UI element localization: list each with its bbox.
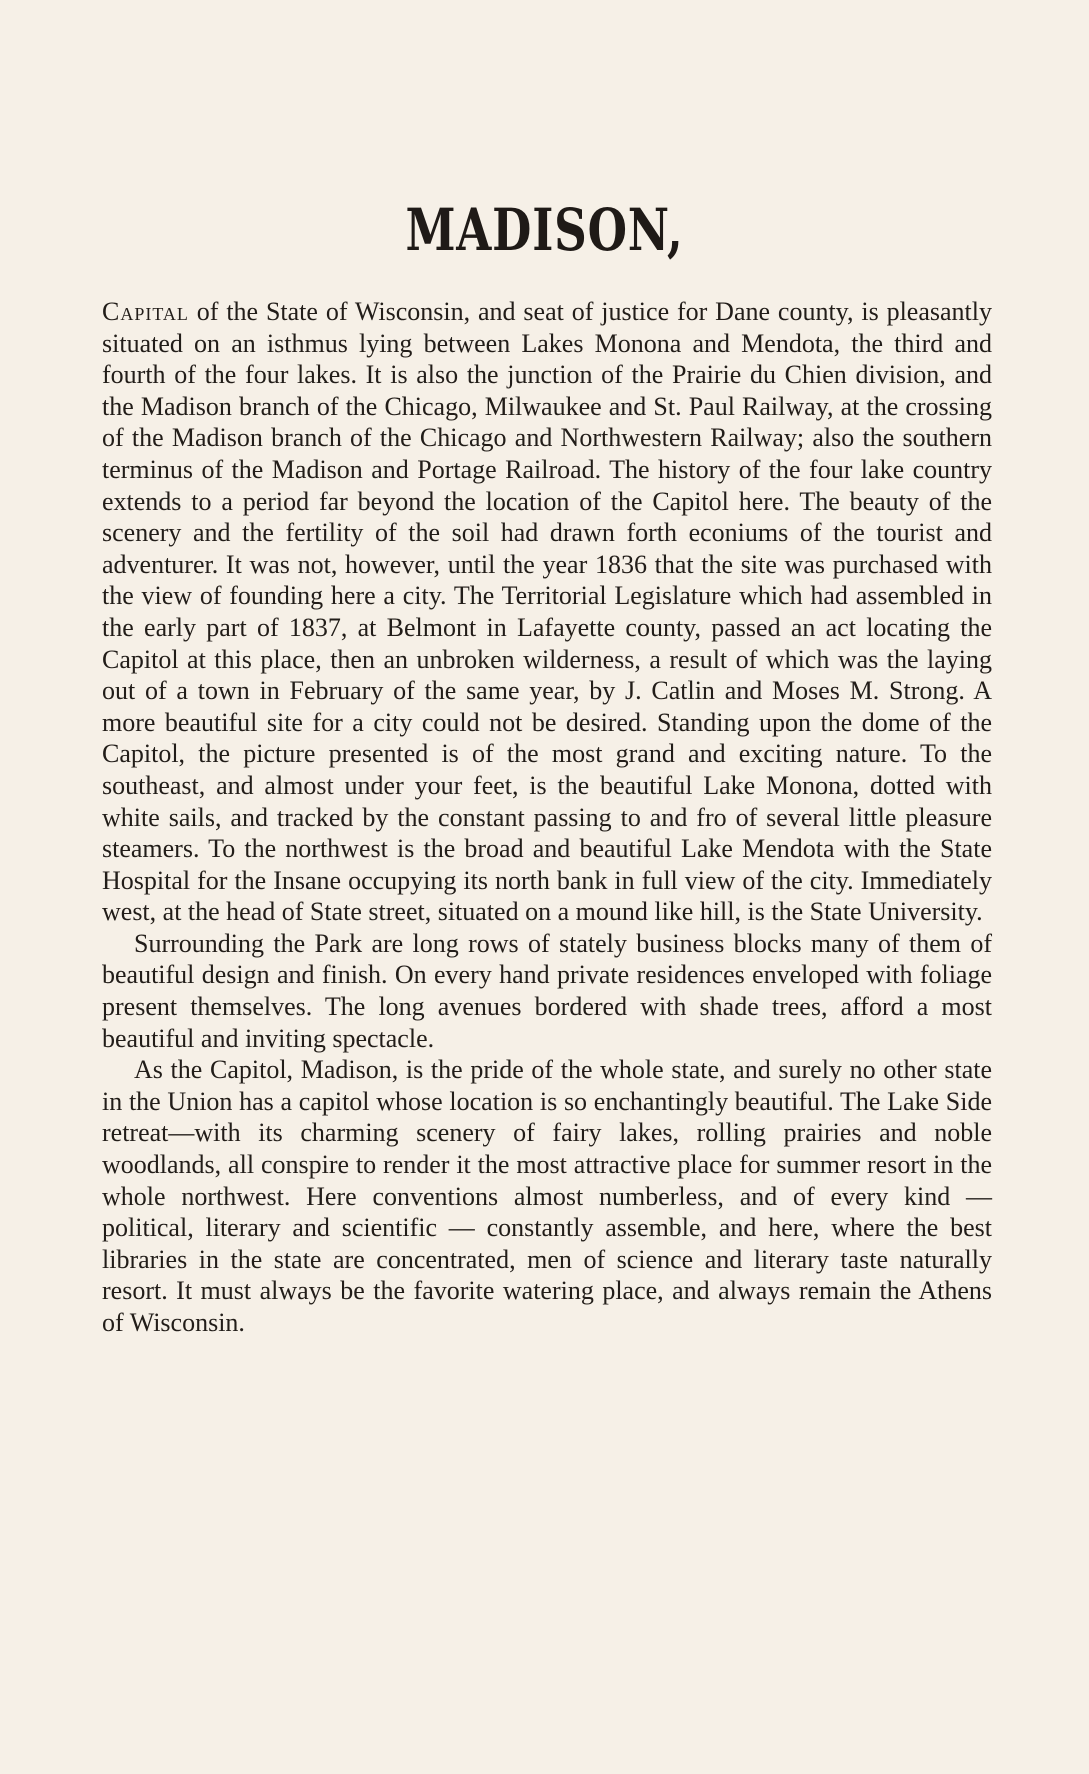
paragraph-lead-word: Capital: [102, 297, 189, 326]
paragraph-1: [102, 296, 992, 928]
paragraph-2: [102, 928, 992, 1054]
paragraph-text: Surrounding the Park are long rows of stately business blocks many of them of beautiful design and finish. On every hand private residences enveloped with foliage present themselves. The long avenues bordered with shade trees, afford a most beautiful and inviting spectacle.: [102, 928, 992, 1053]
paragraph-text: As the Capitol, Madison, is the pride of the whole state, and surely no other state in the Union has a capitol whose location is so enchantingly beautiful. The Lake Side retreat—with its charming scenery of fairy lakes, rolling prairies and noble woodlands, all conspire to render it the most attractive place for summer resort in the whole northwest. Here conventions almost numberless, and of every kind — political, literary and scientific — constantly assemble, and here, where the best libraries in the state are concentrated, men of science and literary taste naturally resort. It must always be the favorite watering place, and always remain the Athens of Wisconsin.: [102, 1055, 992, 1337]
paragraph-text: of the State of Wisconsin, and seat of justice for Dane county, is pleasantly situated on an isthmus lying between Lakes Monona and Mendota, the third and fourth of the four lakes. It is also the junction of the Prairie du Chien division, and the Madison branch of the Chicago, Milwaukee and St. Paul Railway, at the crossing of the Madison branch of the Chicago and Northwestern Railway; also the southern terminus of the Madison and Portage Railroad. The history of the four lake country extends to a period far beyond the location of the Capitol here. The beauty of the scenery and the fertility of the soil had drawn forth econiums of the tourist and adventurer. It was not, however, until the year 1836 that the site was purchased with the view of founding here a city. The Territorial Legislature which had assembled in the early part of 1837, at Belmont in Lafayette county, passed an act locating the Capitol at this place, then an unbroken wilderness, a result of which was the laying out of a town in February of the same year, by J. Catlin and Moses M. Strong. A more beautiful site for a city could not be desired. Standing upon the dome of the Capitol, the picture presented is of the most grand and exciting nature. To the southeast, and almost under your feet, is the beautiful Lake Monona, dotted with white sails, and tracked by the constant passing to and fro of several little pleasure steamers. To the northwest is the broad and beautiful Lake Mendota with the State Hospital for the Insane occupying its north bank in full view of the city. Immediately west, at the head of State street, situated on a mound like hill, is the State University.: [102, 297, 992, 927]
article-body: [102, 296, 992, 1339]
page-title: MADISON,: [405, 196, 684, 264]
paragraph-3: [102, 1054, 992, 1338]
